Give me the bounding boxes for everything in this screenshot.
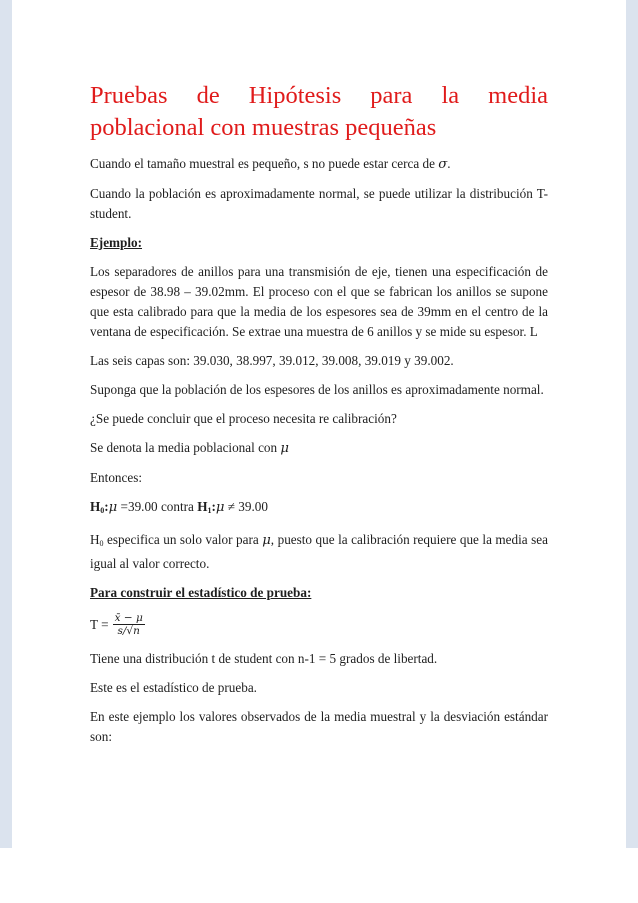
paragraph-h0-explanation: $H_0$ especifica un solo valor para μ, puesto que la calibración requiere que la media sea igual al valor correcto.: [90, 532, 548, 571]
mu-symbol: μ: [280, 441, 289, 456]
paragraph-population-mean-text: Se denota la media poblacional con: [90, 440, 281, 455]
document-content: [90, 80, 548, 756]
h0-label: $H_0$:: [90, 499, 109, 515]
document-page: [12, 0, 626, 848]
formula-fraction: [113, 612, 145, 637]
paragraph-population-mean: [90, 438, 548, 459]
paragraph-test-statistic: Este es el estadístico de prueba.: [90, 680, 257, 695]
hypotheses-line: [90, 497, 548, 521]
paragraph-normal-assumption: Suponga que la población de los espesores de los anillos es aproximadamente normal.: [90, 382, 544, 397]
h1-mu: μ: [215, 500, 225, 515]
h1-label: $H_1$:: [197, 499, 216, 515]
example-heading: Ejemplo:: [90, 235, 143, 250]
paragraph-t-student: Cuando la población es aproximadamente normal, se puede utilizar la distribución T-student.: [90, 186, 548, 221]
t-statistic-formula: [90, 612, 548, 637]
paragraph-sample-values: Las seis capas son: 39.030, 38.997, 39.012, 39.008, 39.019 y 39.002.: [90, 353, 454, 368]
paragraph-entonces: Entonces:: [90, 470, 143, 485]
paragraph-example-description: Los separadores de anillos para una transmisión de eje, tienen una especificación de espesor de 38.98 – 39.02mm. El proceso con el que se fabrican los anillos se supone que esta calibrado para que la media de los espesores sea de 39mm en el centro de la ventana de especificación. Se extrae una muestra de 6 anillos y se mide su espesor. L: [90, 264, 548, 339]
formula-denominator: s/√n: [117, 625, 140, 637]
paragraph-sample-size-text: Cuando el tamaño muestral es pequeño, s no puede estar cerca de: [90, 156, 439, 171]
h1-rest: ≠ 39.00: [224, 499, 268, 514]
paragraph-observed-values: En este ejemplo los valores observados de la media muestral y la desviación estándar son:: [90, 709, 548, 744]
sigma-symbol: σ: [438, 157, 448, 172]
paragraph-degrees-freedom: Tiene una distribución t de student con n-1 = 5 grados de libertad.: [90, 651, 438, 666]
mu-symbol-2: μ: [262, 533, 271, 548]
paragraph-sample-size: [90, 154, 548, 175]
formula-lhs: T =: [90, 616, 109, 632]
h0-mu: μ: [108, 500, 118, 515]
document-title: Pruebas de Hipótesis para la media poblacional con muestras pequeñas: [90, 82, 548, 141]
paragraph-question: ¿Se puede concluir que el proceso necesita re calibración?: [90, 411, 397, 426]
formula-numerator: x̄ − μ: [114, 612, 143, 624]
h0-rest: =39.00 contra: [117, 499, 198, 514]
construct-statistic-heading: Para construir el estadístico de prueba:: [90, 585, 312, 600]
paragraph-sample-size-end: .: [447, 156, 451, 171]
